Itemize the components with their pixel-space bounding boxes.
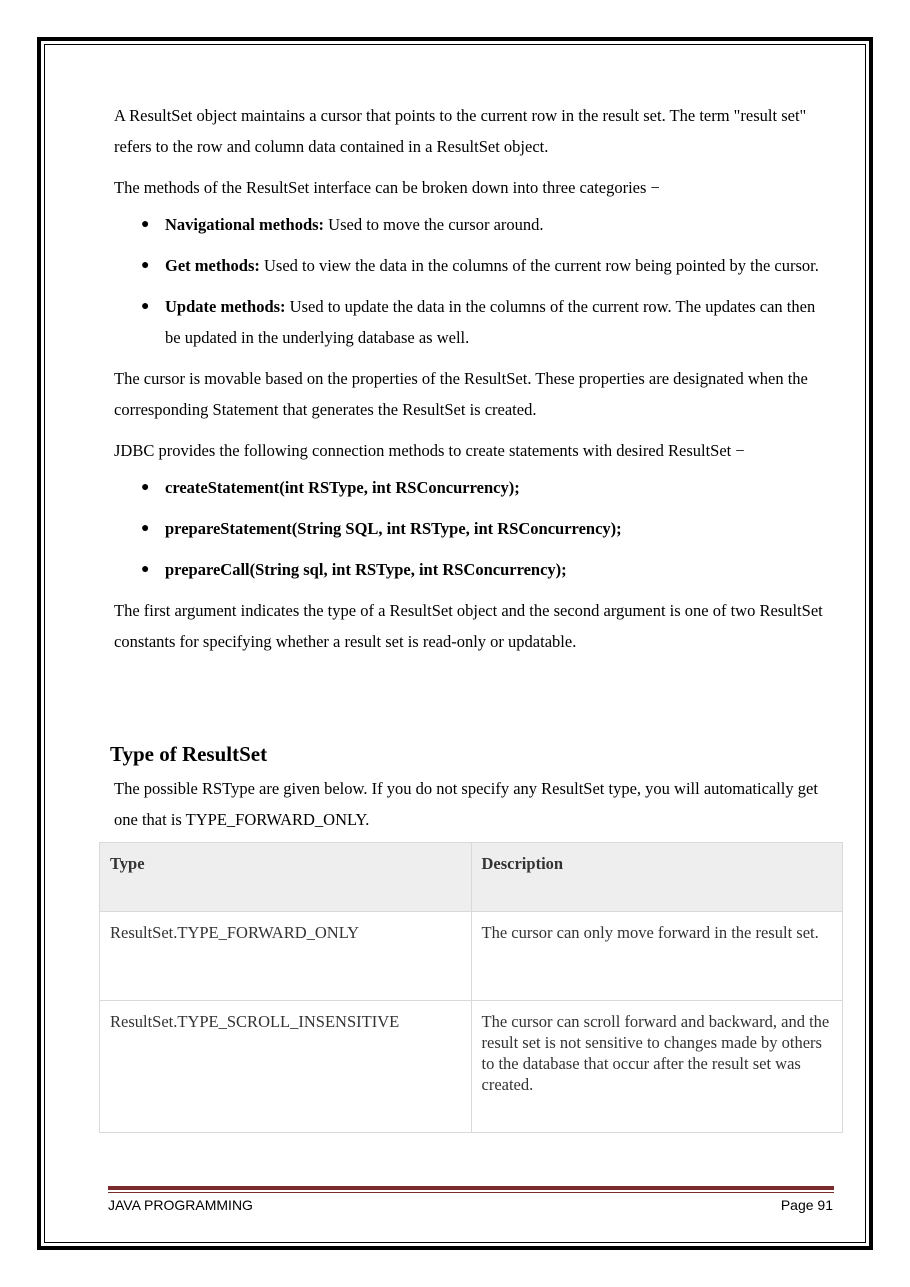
categories-intro: The methods of the ResultSet interface can be broken down into three categories − <box>114 178 660 197</box>
category-desc: Used to update the data in the columns of the current row. The updates can then be updated in the underlying database as well. <box>165 297 816 347</box>
table-header-type: Type <box>100 843 472 912</box>
category-term: Navigational methods: <box>165 215 325 234</box>
section-heading: Type of ResultSet <box>110 742 268 766</box>
list-item <box>114 554 834 585</box>
cursor-paragraph: The cursor is movable based on the properties of the ResultSet. These properties are designated when the corresponding Statement that generates the ResultSet is created. <box>114 369 808 419</box>
bullet-icon: ● <box>141 521 150 536</box>
method-signature: prepareStatement(String SQL, int RSType, int RSConcurrency); <box>165 519 622 538</box>
bullet-icon: ● <box>141 562 150 577</box>
intro-paragraph: A ResultSet object maintains a cursor that points to the current row in the result set. The term "result set" refers to the row and column data contained in a ResultSet object. <box>114 106 807 156</box>
method-signature: prepareCall(String sql, int RSType, int RSConcurrency); <box>165 560 567 579</box>
category-term: Get methods: <box>165 256 260 275</box>
arguments-paragraph: The first argument indicates the type of a ResultSet object and the second argument is one of two ResultSet constants for specifying whether a result set is read-only or updatable. <box>114 601 823 651</box>
footer-title: JAVA PROGRAMMING <box>108 1197 253 1213</box>
table-header-description: Description <box>471 843 843 912</box>
resultset-type-table <box>99 842 843 1133</box>
list-item <box>114 472 834 503</box>
table-row <box>100 912 843 1001</box>
table-cell-type: ResultSet.TYPE_SCROLL_INSENSITIVE <box>100 1001 472 1133</box>
category-term: Update methods: <box>165 297 286 316</box>
bullet-icon: ● <box>141 258 150 273</box>
bullet-icon: ● <box>141 299 150 314</box>
methods-list <box>114 472 834 585</box>
category-desc: Used to move the cursor around. <box>324 215 544 234</box>
list-item <box>114 250 834 281</box>
bullet-icon: ● <box>141 217 150 232</box>
list-item <box>114 209 834 240</box>
table-header-row <box>100 843 843 912</box>
category-desc: Used to view the data in the columns of the current row being pointed by the cursor. <box>259 256 819 275</box>
table-row <box>100 1001 843 1133</box>
footer-rule-thin <box>108 1192 834 1193</box>
categories-list <box>114 209 834 353</box>
table-cell-description: The cursor can only move forward in the result set. <box>471 912 843 1001</box>
jdbc-paragraph: JDBC provides the following connection methods to create statements with desired ResultSet − <box>114 441 745 460</box>
page-content <box>114 100 834 657</box>
method-signature: createStatement(int RSType, int RSConcurrency); <box>165 478 520 497</box>
footer-rule <box>108 1186 834 1190</box>
section-paragraph: The possible RSType are given below. If you do not specify any ResultSet type, you will automatically get one that is TYPE_FORWARD_ONLY. <box>114 779 818 829</box>
list-item <box>114 291 834 353</box>
page-number: Page 91 <box>780 1197 833 1213</box>
bullet-icon: ● <box>141 480 150 495</box>
list-item <box>114 513 834 544</box>
table-cell-type: ResultSet.TYPE_FORWARD_ONLY <box>100 912 472 1001</box>
table-cell-description: The cursor can scroll forward and backward, and the result set is not sensitive to changes made by others to the database that occur after the result set was created. <box>471 1001 843 1133</box>
